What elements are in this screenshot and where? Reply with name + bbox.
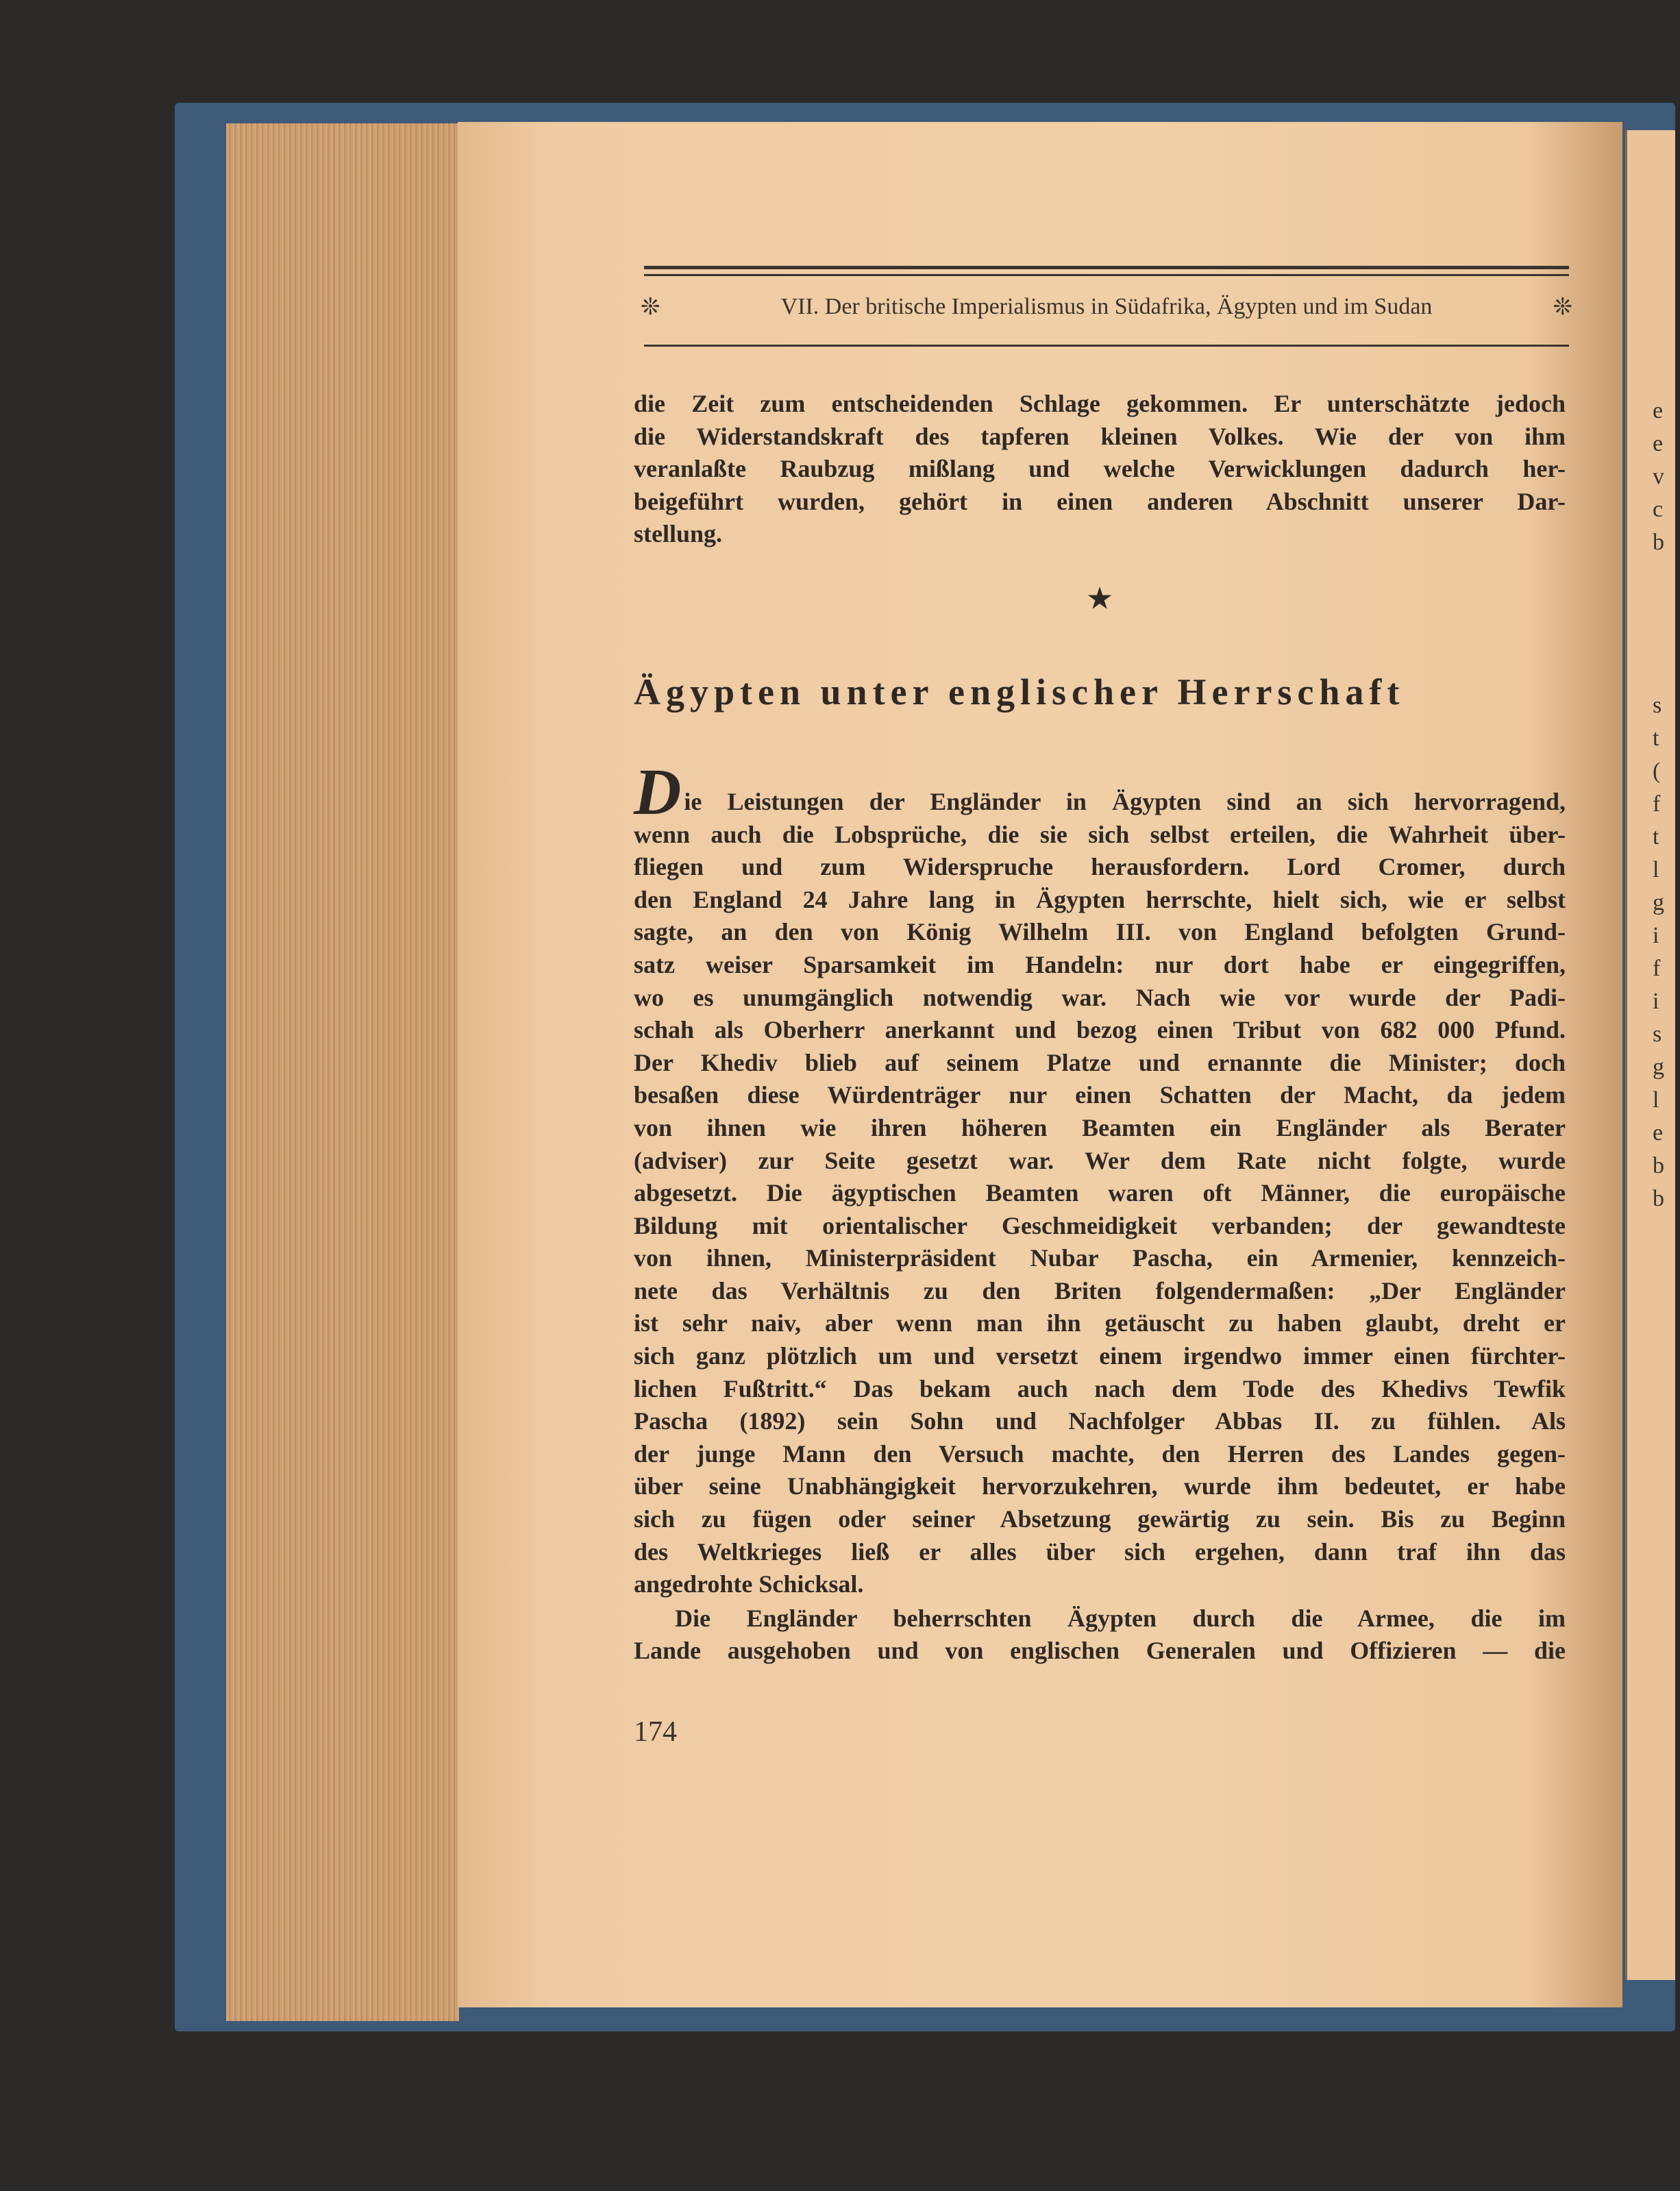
facing-page-letter: s <box>1653 1022 1662 1047</box>
text-line: beigeführt wurden, gehört in einen anderen Abschnitt unserer Dar- <box>634 487 1566 515</box>
section-heading: Ägypten unter englischer Herrschaft <box>634 671 1405 713</box>
facing-page-letter: e <box>1653 431 1664 456</box>
text-line: fliegen und zum Widerspruche herausfordern. Lord Cromer, durch <box>634 853 1566 881</box>
text-line: wo es unumgänglich notwendig war. Nach wie vor wurde der Padi- <box>634 983 1566 1011</box>
paragraph-1 <box>634 388 1566 551</box>
facing-page-letter: i <box>1653 989 1659 1014</box>
text-line: von ihnen wie ihren höheren Beamten ein Engländer als Berater <box>634 1113 1566 1141</box>
text-line: die Widerstandskraft des tapferen kleinen Volkes. Wie der von ihm <box>634 422 1566 450</box>
text-line-content: ie Leistungen der Engländer in Ägypten sind an sich hervorragend, <box>684 787 1566 815</box>
facing-page-letter: t <box>1653 824 1659 850</box>
separator-star: ★ <box>1087 582 1112 614</box>
text-line: schah als Oberherr anerkannt und bezog einen Tribut von 682 000 Pfund. <box>634 1016 1566 1044</box>
running-header <box>641 293 1572 321</box>
text-line: Lande ausgehoben und von englischen Generalen und Offizieren — die <box>634 1637 1566 1665</box>
text-line: sich ganz plötzlich um und versetzt einem irgendwo immer einen fürchter- <box>634 1342 1566 1370</box>
drop-cap: D <box>634 754 682 828</box>
text-line: (adviser) zur Seite gesetzt war. Wer dem Rate nicht folgte, wurde <box>634 1146 1566 1174</box>
text-line: ist sehr naiv, aber wenn man ihn getäuscht zu haben glaubt, dreht er <box>634 1309 1566 1337</box>
text-line: wenn auch die Lobsprüche, die sie sich selbst erteilen, die Wahrheit über- <box>634 820 1566 848</box>
facing-page-letter: l <box>1653 1087 1659 1113</box>
text-line: nete das Verhältnis zu den Briten folgendermaßen: „Der Engländer <box>634 1276 1566 1304</box>
facing-page <box>1625 130 1675 1980</box>
facing-page-letter: i <box>1653 923 1659 948</box>
text-line: besaßen diese Würdenträger nur einen Schatten der Macht, da jedem <box>634 1081 1566 1109</box>
text-line: des Weltkrieges ließ er alles über sich ergehen, dann traf ihn das <box>634 1537 1566 1565</box>
header-rule-top <box>644 266 1569 269</box>
text-line: abgesetzt. Die ägyptischen Beamten waren oft Männer, die europäische <box>634 1179 1566 1207</box>
text-line: lichen Fußtritt.“ Das bekam auch nach dem Tode des Khedivs Tewfik <box>634 1374 1566 1402</box>
text-line: satz weiser Sparsamkeit im Handeln: nur dort habe er eingegriffen, <box>634 950 1566 978</box>
facing-page-letter: f <box>1653 791 1661 817</box>
text-line <box>634 754 1566 828</box>
page-edges <box>226 123 459 2021</box>
facing-page-letter: l <box>1653 857 1659 882</box>
facing-page-letter: e <box>1653 398 1664 423</box>
facing-page-letter: s <box>1653 693 1662 718</box>
facing-page-letter: e <box>1653 1120 1664 1146</box>
facing-page-letter: t <box>1653 726 1659 751</box>
text-line: sagte, an den von König Wilhelm III. von England befolgten Grund- <box>634 918 1566 946</box>
facing-page-letter: b <box>1653 1186 1664 1211</box>
facing-page-letter: c <box>1653 497 1664 522</box>
text-line: Bildung mit orientalischer Geschmeidigkeit verbanden; der gewandteste <box>634 1211 1566 1239</box>
facing-page-letter: b <box>1653 1153 1664 1178</box>
paragraph-2 <box>634 754 1566 1601</box>
facing-page-letter: b <box>1653 530 1664 555</box>
text-line: die Zeit zum entscheidenden Schlage gekommen. Er unterschätzte jedoch <box>634 390 1566 417</box>
ornament-icon: ❊ <box>1553 295 1572 320</box>
text-line: sich zu fügen oder seiner Absetzung gewärtig zu sein. Bis zu Beginn <box>634 1505 1566 1533</box>
facing-page-letter: g <box>1653 890 1664 915</box>
facing-page-letter: v <box>1653 464 1664 489</box>
text-line: den England 24 Jahre lang in Ägypten herrschte, hielt sich, wie er selbst <box>634 885 1566 913</box>
text-line: stellung. <box>634 520 723 548</box>
header-rule-bottom <box>644 345 1569 347</box>
text-line: Pascha (1892) sein Sohn und Nachfolger Abbas II. zu fühlen. Als <box>634 1407 1566 1435</box>
text-line: Die Engländer beherrschten Ägypten durch die Armee, die im <box>675 1604 1566 1632</box>
ornament-icon: ❊ <box>641 295 660 320</box>
text-column <box>634 388 1566 1748</box>
facing-page-letter: g <box>1653 1054 1664 1080</box>
page-number: 174 <box>634 1716 677 1748</box>
paragraph-3 <box>634 1602 1566 1668</box>
text-line: veranlaßte Raubzug mißlang und welche Verwicklungen dadurch her- <box>634 455 1566 483</box>
facing-page-letter: f <box>1653 956 1661 981</box>
text-line: der junge Mann den Versuch machte, den Herren des Landes gegen- <box>634 1439 1566 1468</box>
running-header-title: VII. Der britische Imperialismus in Südafrika, Ägypten und im Sudan <box>780 294 1433 319</box>
text-line: angedrohte Schicksal. <box>634 1570 864 1598</box>
text-line: Der Khediv blieb auf seinem Platze und ernannte die Minister; doch <box>634 1048 1566 1076</box>
text-line: von ihnen, Ministerpräsident Nubar Pascha, ein Armenier, kennzeich- <box>634 1244 1566 1272</box>
facing-page-letter: ( <box>1653 758 1661 784</box>
header-rule-top-thin <box>644 274 1569 276</box>
text-line: über seine Unabhängigkeit hervorzukehren, wurde ihm bedeutet, er habe <box>634 1472 1566 1500</box>
